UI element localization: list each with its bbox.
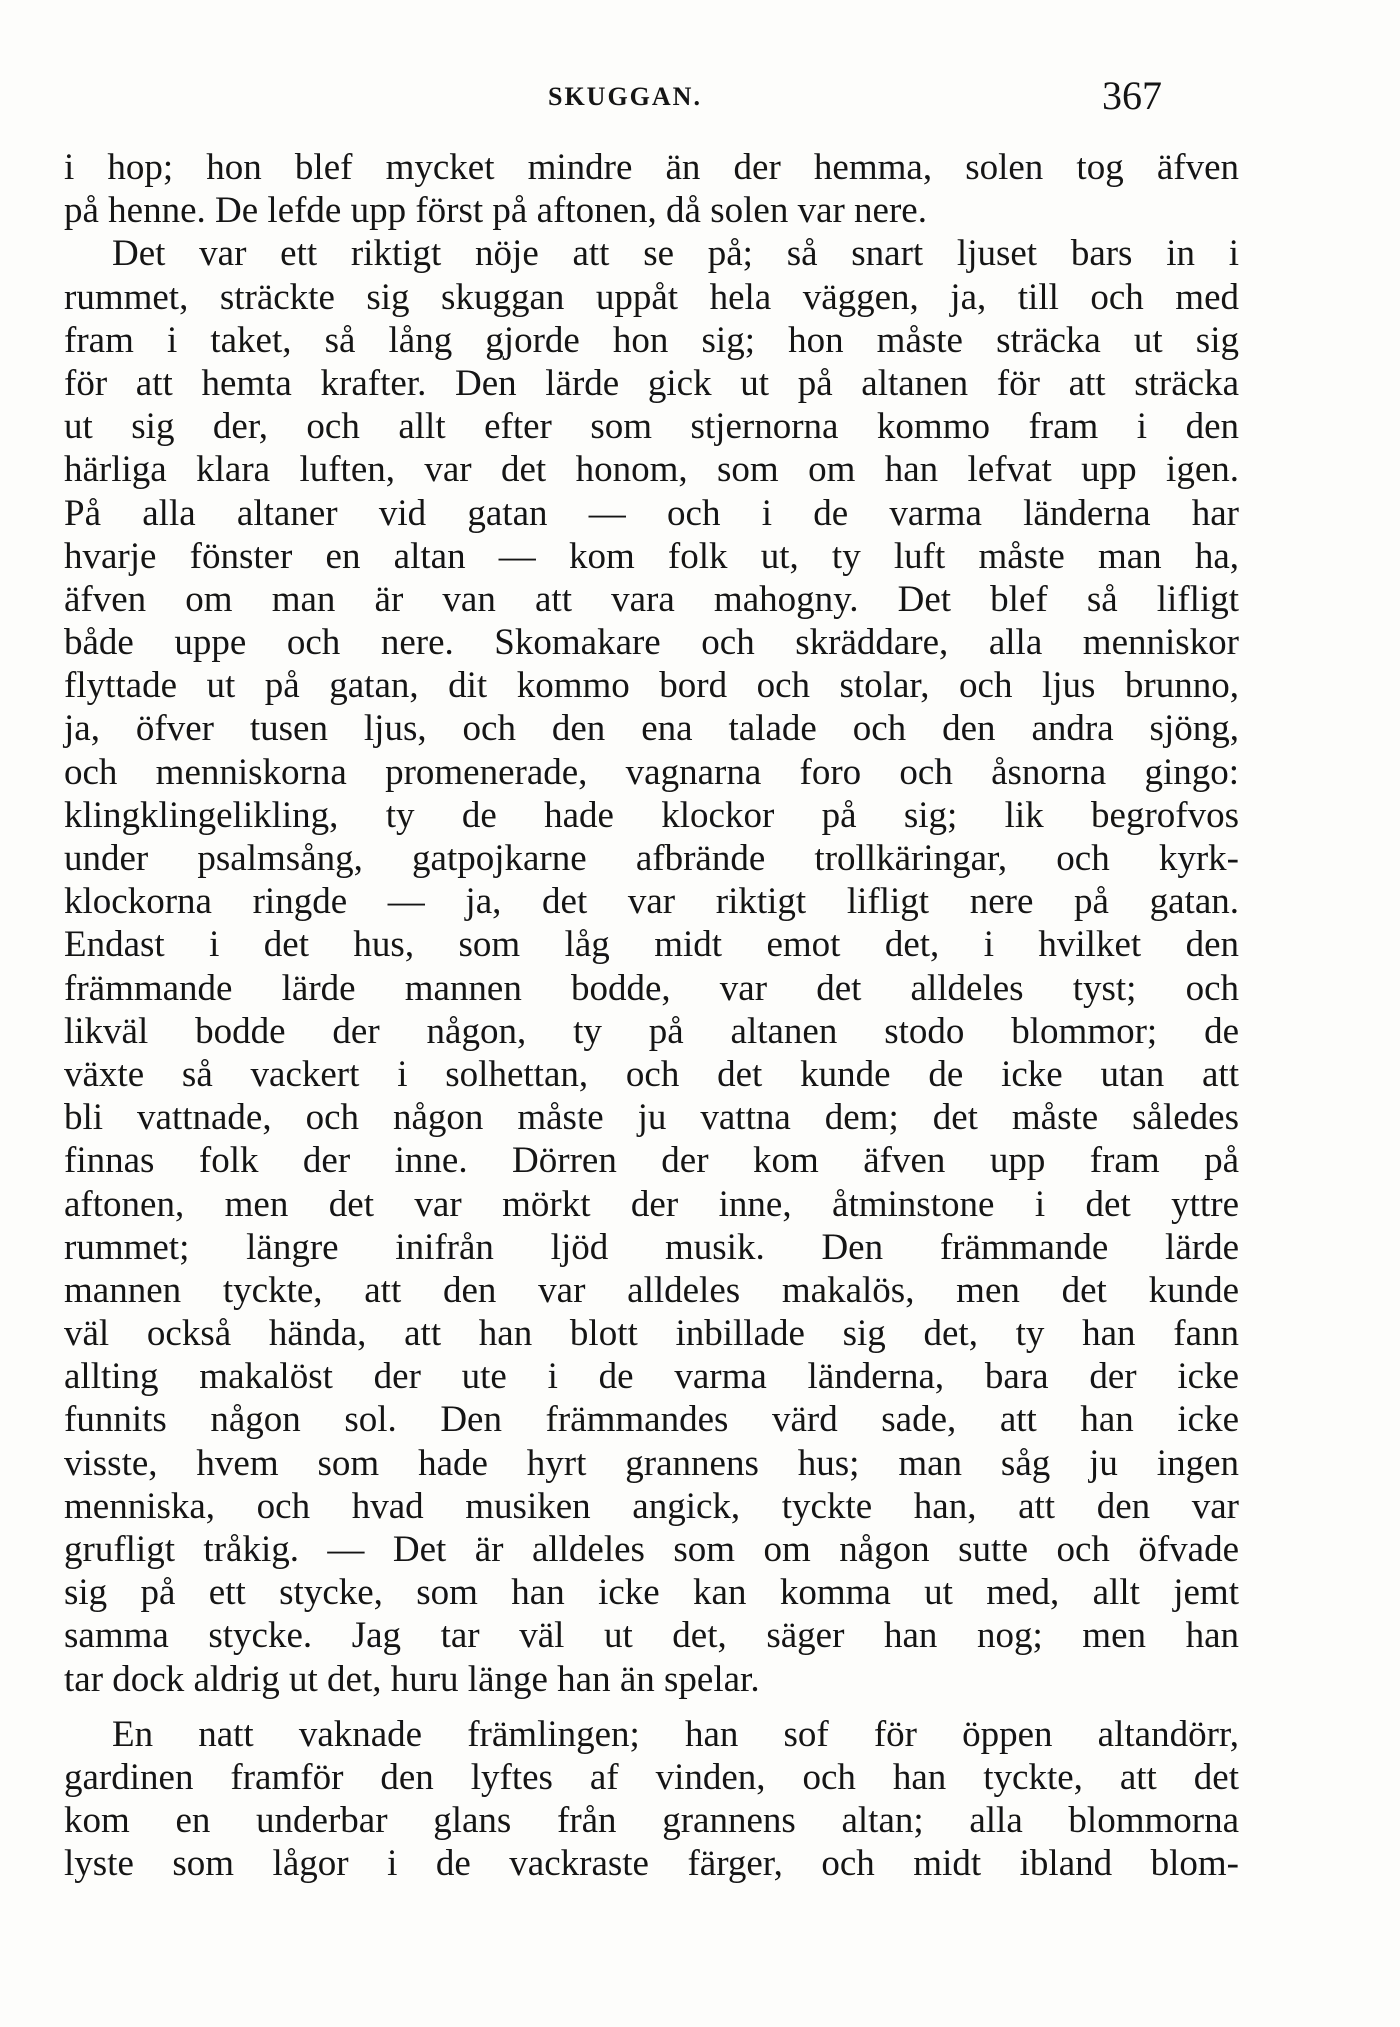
text-line: främmande lärde mannen bodde, var det alldeles tyst; och: [64, 967, 1239, 1009]
text-line: ja, öfver tusen ljus, och den ena talade och den andra sjöng,: [64, 708, 1239, 750]
text-line: grufligt tråkig. — Det är alldeles som om någon sutte och öfvade: [64, 1529, 1239, 1570]
text-line: rummet, sträckte sig skuggan uppåt hela väggen, ja, till och med: [64, 276, 1239, 318]
text-line: finnas folk der inne. Dörren der kom äfven upp fram på: [64, 1140, 1239, 1182]
text-line: under psalmsång, gatpojkarne afbrände trollkäringar, och kyrk-: [64, 838, 1239, 879]
text-line: klingklingelikling, ty de hade klockor på sig; lik begrofvos: [64, 794, 1239, 836]
text-line: växte så vackert i solhettan, och det kunde de icke utan att: [64, 1053, 1239, 1095]
text-line: lyste som lågor i de vackraste färger, och midt ibland blom-: [64, 1843, 1239, 1885]
text-line: på henne. De lefde upp först på aftonen, då solen var nere.: [64, 190, 927, 232]
text-line: allting makalöst der ute i de varma länderna, bara der icke: [64, 1356, 1239, 1398]
text-line: bli vattnade, och någon måste ju vattna dem; det måste således: [64, 1097, 1239, 1139]
text-line: och menniskorna promenerade, vagnarna foro och åsnorna gingo:: [64, 751, 1239, 793]
text-line: gardinen framför den lyftes af vinden, och han tyckte, att det: [64, 1756, 1239, 1798]
paragraph-3: [64, 1713, 1239, 1886]
running-head: [0, 73, 1400, 128]
text-line: En natt vaknade främlingen; han sof för öppen altandörr,: [112, 1713, 1239, 1755]
paragraph-gap: [64, 1701, 1239, 1713]
text-line: flyttade ut på gatan, dit kommo bord och stolar, och ljus brunno,: [64, 665, 1239, 707]
text-line: likväl bodde der någon, ty på altanen stodo blommor; de: [64, 1010, 1239, 1052]
paragraph-1: [64, 146, 1239, 232]
text-line: äfven om man är van att vara mahogny. Det blef så lifligt: [64, 578, 1239, 620]
text-line: hvarje fönster en altan — kom folk ut, ty luft måste man ha,: [64, 535, 1239, 577]
body-text: [64, 146, 1239, 1886]
running-title: SKUGGAN.: [548, 82, 702, 111]
text-line: sig på ett stycke, som han icke kan komma ut med, allt jemt: [64, 1572, 1239, 1614]
text-line: Endast i det hus, som låg midt emot det, i hvilket den: [64, 924, 1239, 966]
text-line: ut sig der, och allt efter som stjernorna kommo fram i den: [64, 406, 1239, 448]
text-line: klockorna ringde — ja, det var riktigt lifligt nere på gatan.: [64, 881, 1239, 923]
text-line: funnits någon sol. Den främmandes värd sade, att han icke: [64, 1399, 1239, 1441]
paragraph-2: [64, 232, 1239, 1700]
text-line: rummet; längre inifrån ljöd musik. Den främmande lärde: [64, 1226, 1239, 1268]
text-line: menniska, och hvad musiken angick, tyckte han, att den var: [64, 1485, 1239, 1527]
page-number: 367: [1102, 73, 1162, 118]
text-line: kom en underbar glans från grannens altan; alla blommorna: [64, 1800, 1239, 1842]
text-line: både uppe och nere. Skomakare och skräddare, alla menniskor: [64, 622, 1239, 664]
text-line: för att hemta krafter. Den lärde gick ut på altanen för att sträcka: [64, 362, 1239, 404]
text-line: i hop; hon blef mycket mindre än der hemma, solen tog äfven: [64, 147, 1239, 188]
text-line: visste, hvem som hade hyrt grannens hus; man såg ju ingen: [64, 1442, 1239, 1484]
text-line: aftonen, men det var mörkt der inne, åtminstone i det yttre: [64, 1183, 1239, 1225]
text-line: tar dock aldrig ut det, huru länge han än spelar.: [64, 1658, 760, 1700]
text-line: fram i taket, så lång gjorde hon sig; hon måste sträcka ut sig: [64, 319, 1239, 361]
text-line: På alla altaner vid gatan — och i de varma länderna har: [64, 492, 1239, 534]
text-line: samma stycke. Jag tar väl ut det, säger han nog; men han: [64, 1615, 1239, 1657]
text-line: härliga klara luften, var det honom, som om han lefvat upp igen.: [64, 449, 1239, 491]
text-line: väl också hända, att han blott inbillade sig det, ty han fann: [64, 1313, 1239, 1355]
text-line: Det var ett riktigt nöje att se på; så snart ljuset bars in i: [112, 233, 1239, 275]
text-line: mannen tyckte, att den var alldeles makalös, men det kunde: [64, 1269, 1239, 1311]
